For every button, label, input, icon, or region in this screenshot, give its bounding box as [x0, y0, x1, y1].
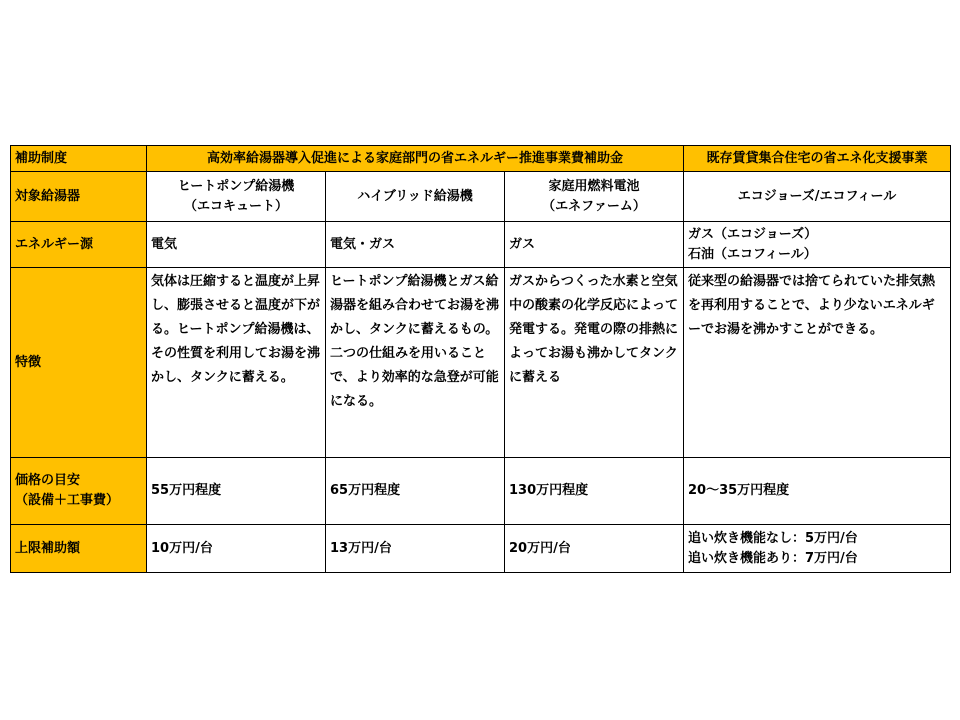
- price-hybrid: 65万円程度: [326, 458, 505, 525]
- energy-ecojozu: [684, 222, 951, 268]
- header-program-rental-housing: 既存賃貸集合住宅の省エネ化支援事業: [684, 146, 951, 172]
- feature-heat-pump: 気体は圧縮すると温度が上昇し、膨張させると温度が下がる。ヒートポンプ給湯機は、その性質を利用してお湯を沸かし、タンクに蓄える。: [147, 268, 326, 458]
- subsidy-ecojozu: [684, 525, 951, 573]
- target-hybrid: ハイブリッド給湯機: [326, 172, 505, 222]
- target-ecojozu: エコジョーズ/エコフィール: [684, 172, 951, 222]
- subsidy-fuel-cell: 20万円/台: [505, 525, 684, 573]
- header-row: [11, 146, 951, 172]
- target-heat-pump-name: ヒートポンプ給湯機: [177, 178, 295, 194]
- subsidy-label: 上限補助額: [11, 525, 147, 573]
- header-subsidy-label: 補助制度: [11, 146, 147, 172]
- feature-hybrid: ヒートポンプ給湯機とガス給湯器を組み合わせてお湯を沸かし、タンクに蓄えるもの。二つの仕組みを用いることで、より効率的な急登が可能になる。: [326, 268, 505, 458]
- target-heat-pump-alias: （エコキュート）: [183, 198, 288, 214]
- price-heat-pump: 55万円程度: [147, 458, 326, 525]
- price-ecojozu: 20〜35万円程度: [684, 458, 951, 525]
- price-label-sub: （設備＋工事費）: [15, 493, 120, 508]
- feature-fuel-cell: ガスからつくった水素と空気中の酸素の化学反応によって発電する。発電の際の排熱によってお湯も沸かしてタンクに蓄える: [505, 268, 684, 458]
- target-label: 対象給湯器: [11, 172, 147, 222]
- target-heat-pump: [147, 172, 326, 222]
- subsidy-heat-pump: 10万円/台: [147, 525, 326, 573]
- subsidy-ecojozu-with-reheat: 追い炊き機能あり：7万円/台: [688, 550, 858, 566]
- energy-label: エネルギー源: [11, 222, 147, 268]
- energy-row: [11, 222, 951, 268]
- price-row: [11, 458, 951, 525]
- energy-heat-pump: 電気: [147, 222, 326, 268]
- energy-hybrid: 電気・ガス: [326, 222, 505, 268]
- subsidy-comparison-table: [10, 145, 951, 573]
- price-fuel-cell: 130万円程度: [505, 458, 684, 525]
- feature-row: [11, 268, 951, 458]
- target-row: [11, 172, 951, 222]
- energy-fuel-cell: ガス: [505, 222, 684, 268]
- price-label-main: 価格の目安: [15, 473, 81, 488]
- feature-ecojozu: 従来型の給湯器では捨てられていた排気熱を再利用することで、より少ないエネルギーでお湯を沸かすことができる。: [684, 268, 951, 458]
- target-fuel-cell-name: 家庭用燃料電池: [548, 178, 640, 194]
- feature-label: 特徴: [11, 268, 147, 458]
- price-label: [11, 458, 147, 525]
- target-fuel-cell-alias: （エネファーム）: [542, 198, 646, 214]
- subsidy-ecojozu-no-reheat: 追い炊き機能なし：5万円/台: [688, 530, 858, 546]
- subsidy-row: [11, 525, 951, 573]
- energy-ecojozu-gas: ガス（エコジョーズ）: [688, 226, 818, 242]
- header-program-efficient-water-heater: 高効率給湯器導入促進による家庭部門の省エネルギー推進事業費補助金: [147, 146, 684, 172]
- energy-ecojozu-oil: 石油（エコフィール）: [688, 246, 817, 262]
- target-fuel-cell: [505, 172, 684, 222]
- subsidy-hybrid: 13万円/台: [326, 525, 505, 573]
